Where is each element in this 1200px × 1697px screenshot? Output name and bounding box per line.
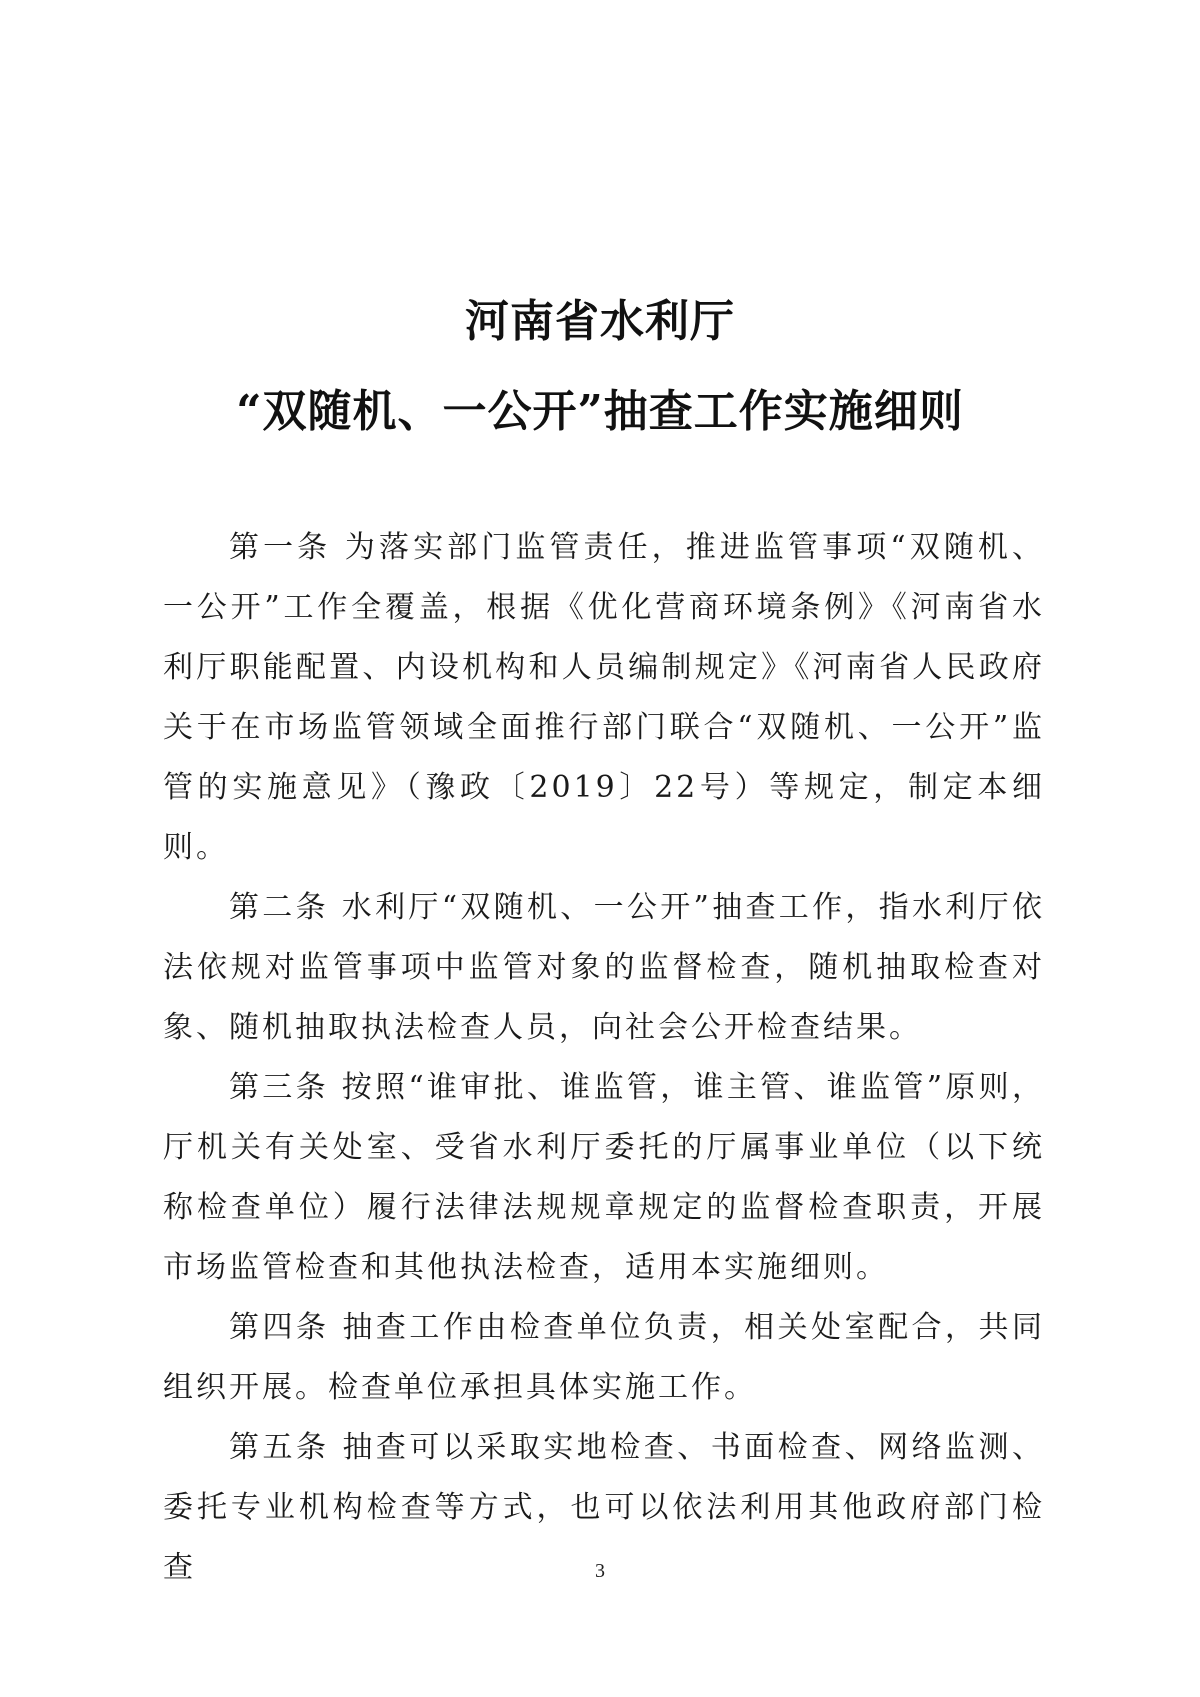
document-body xyxy=(163,518,1045,1598)
article-3: 第三条 按照“谁审批、谁监管，谁主管、谁监管”原则，厅机关有关处室、受省水利厅委托的厅属事业单位（以下统称检查单位）履行法律法规规章规定的监督检查职责，开展市场监管检查和其他执法检查，适用本实施细则。 xyxy=(163,1070,1045,1285)
document-title: 河南省水利厅 xyxy=(465,296,735,347)
document-subtitle: “双随机、一公开”抽查工作实施细则 xyxy=(236,386,964,437)
article-2: 第二条 水利厅“双随机、一公开”抽查工作，指水利厅依法依规对监管事项中监管对象的监督检查，随机抽取检查对象、随机抽取执法检查人员，向社会公开检查结果。 xyxy=(163,890,1045,1045)
article-4: 第四条 抽查工作由检查单位负责，相关处室配合，共同组织开展。检查单位承担具体实施工作。 xyxy=(163,1310,1045,1405)
page-number: 3 xyxy=(595,1560,605,1582)
article-5: 第五条 抽查可以采取实地检查、书面检查、网络监测、委托专业机构检查等方式，也可以依法利用其他政府部门检查 xyxy=(163,1430,1045,1585)
article-1: 第一条 为落实部门监管责任，推进监管事项“双随机、一公开”工作全覆盖，根据《优化营商环境条例》《河南省水利厅职能配置、内设机构和人员编制规定》《河南省人民政府关于在市场监管领域全面推行部门联合“双随机、一公开”监管的实施意见》（豫政〔2019〕22号）等规定，制定本细则。 xyxy=(163,530,1045,865)
